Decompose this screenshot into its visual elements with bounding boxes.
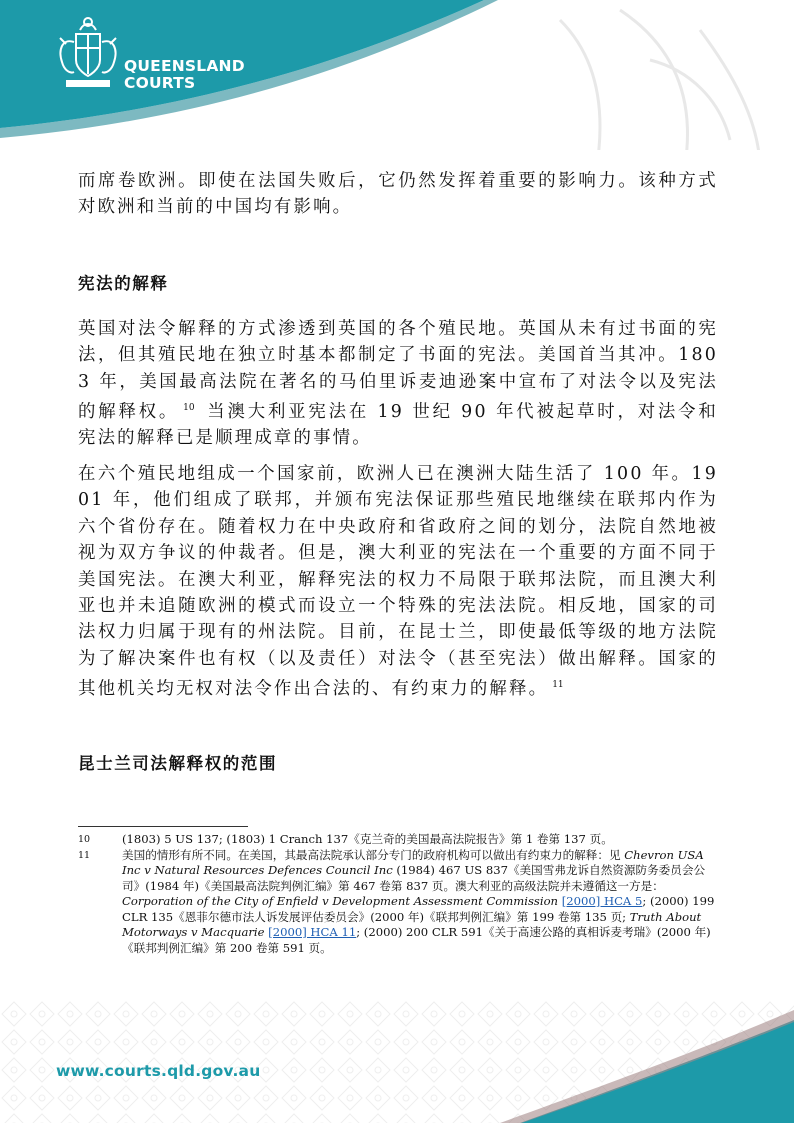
footnote-text: (1803) 5 US 137; (1803) 1 Cranch 137《克兰奇的美国最高法院报告》第 1 卷第 137 页。 xyxy=(122,832,613,846)
paragraph-3 xyxy=(78,461,718,702)
queensland-courts-logo xyxy=(52,14,245,94)
footnote-text-part: ; (2000) 200 CLR 591《关于高速公路的真相诉麦考瑞》(2000 年)《联邦判例汇编》第 200 卷第 591 页。 xyxy=(122,925,711,955)
citation-link-hca-11[interactable]: [2000] HCA 11 xyxy=(268,925,357,939)
paragraph-3-text: 在六个殖民地组成一个国家前，欧洲人已在澳洲大陆生活了 100 年。1901 年，他们组成了联邦，并颁布宪法保证那些殖民地继续在联邦内作为六个省份存在。随着权力在中央政府和省政府之间的划分，法院自然地被视为双方争议的仲裁者。但是，澳大利亚的宪法在一个重要的方面不同于美国宪法。在澳大利亚，解释宪法的权力不局限于联邦法院，而且澳大利亚也并未追随欧洲的模式而设立一个特殊的宪法法院。相反地，国家的司法权力归属于现有的州法院。目前，在昆士兰，即使最低等级的地方法院为了解决案件也有权（以及责任）对法令（甚至宪法）做出解释。国家的其他机关均无权对法令作出合法的、有约束力的解释。 xyxy=(78,464,718,700)
footnote-text xyxy=(122,848,718,957)
footer-website-link[interactable]: www.courts.qld.gov.au xyxy=(56,1062,261,1080)
section-heading-queensland-scope: 昆士兰司法解释权的范围 xyxy=(78,754,278,773)
footnote-number: 11 xyxy=(78,849,91,861)
footnote-number: 10 xyxy=(78,834,91,845)
paragraph-2 xyxy=(78,316,718,452)
footnotes xyxy=(78,832,718,956)
footnote-10 xyxy=(78,832,718,848)
footnote-text-part: 美国的情形有所不同。在美国，其最高法院承认部分专门的政府机构可以做出有约束力的解释：见 xyxy=(122,847,625,862)
footnote-ref-11[interactable]: 11 xyxy=(552,680,564,691)
case-name: Corporation of the City of Enfield v Development Assessment Commission xyxy=(122,894,559,908)
footnote-divider xyxy=(78,826,248,827)
footnote-ref-10[interactable]: 10 xyxy=(183,403,195,414)
section-heading-constitution-interpretation: 宪法的解释 xyxy=(78,274,169,293)
paragraph-2-text-a: 英国对法令解释的方式渗透到英国的各个殖民地。英国从未有过书面的宪法，但其殖民地在独立时基本都制定了书面的宪法。美国首当其冲。1803 年，美国最高法院在著名的马伯里诉麦迪逊案中宣布了对法令以及宪法的解释权。 xyxy=(78,319,718,423)
coat-of-arms-icon xyxy=(52,14,124,92)
case-name: Chevron USA Inc v Natural Resources Defences Council Inc xyxy=(122,847,704,877)
logo-line-1: QUEENSLAND xyxy=(124,57,245,75)
footnote-text-part: ; (2000) 199 CLR 135《恩菲尔德市法人诉发展评估委员会》(2000 年)《联邦判例汇编》第 199 卷第 135 页; xyxy=(122,894,715,924)
paragraph-2-text-b: 当澳大利亚宪法在 19 世纪 90 年代被起草时，对法令和宪法的解释已是顺理成章的事情。 xyxy=(78,402,718,449)
footnote-11 xyxy=(78,848,718,957)
footnote-text-part: (1984) 467 US 837《美国雪弗龙诉自然资源防务委员会公司》(1984 年)《美国最高法院判例汇编》第 467 卷第 837 页。澳大利亚的高级法院并未遵循这一方是： xyxy=(122,863,706,893)
logo-line-2: COURTS xyxy=(124,74,196,92)
logo-wordmark xyxy=(124,58,245,92)
citation-link-hca-5[interactable]: [2000] HCA 5 xyxy=(561,894,643,908)
paragraph-1: 而席卷欧洲。即使在法国失败后，它仍然发挥着重要的影响力。该种方式对欧洲和当前的中国均有影响。 xyxy=(78,171,718,218)
case-name: Truth About Motorways v Macquarie xyxy=(122,909,702,939)
